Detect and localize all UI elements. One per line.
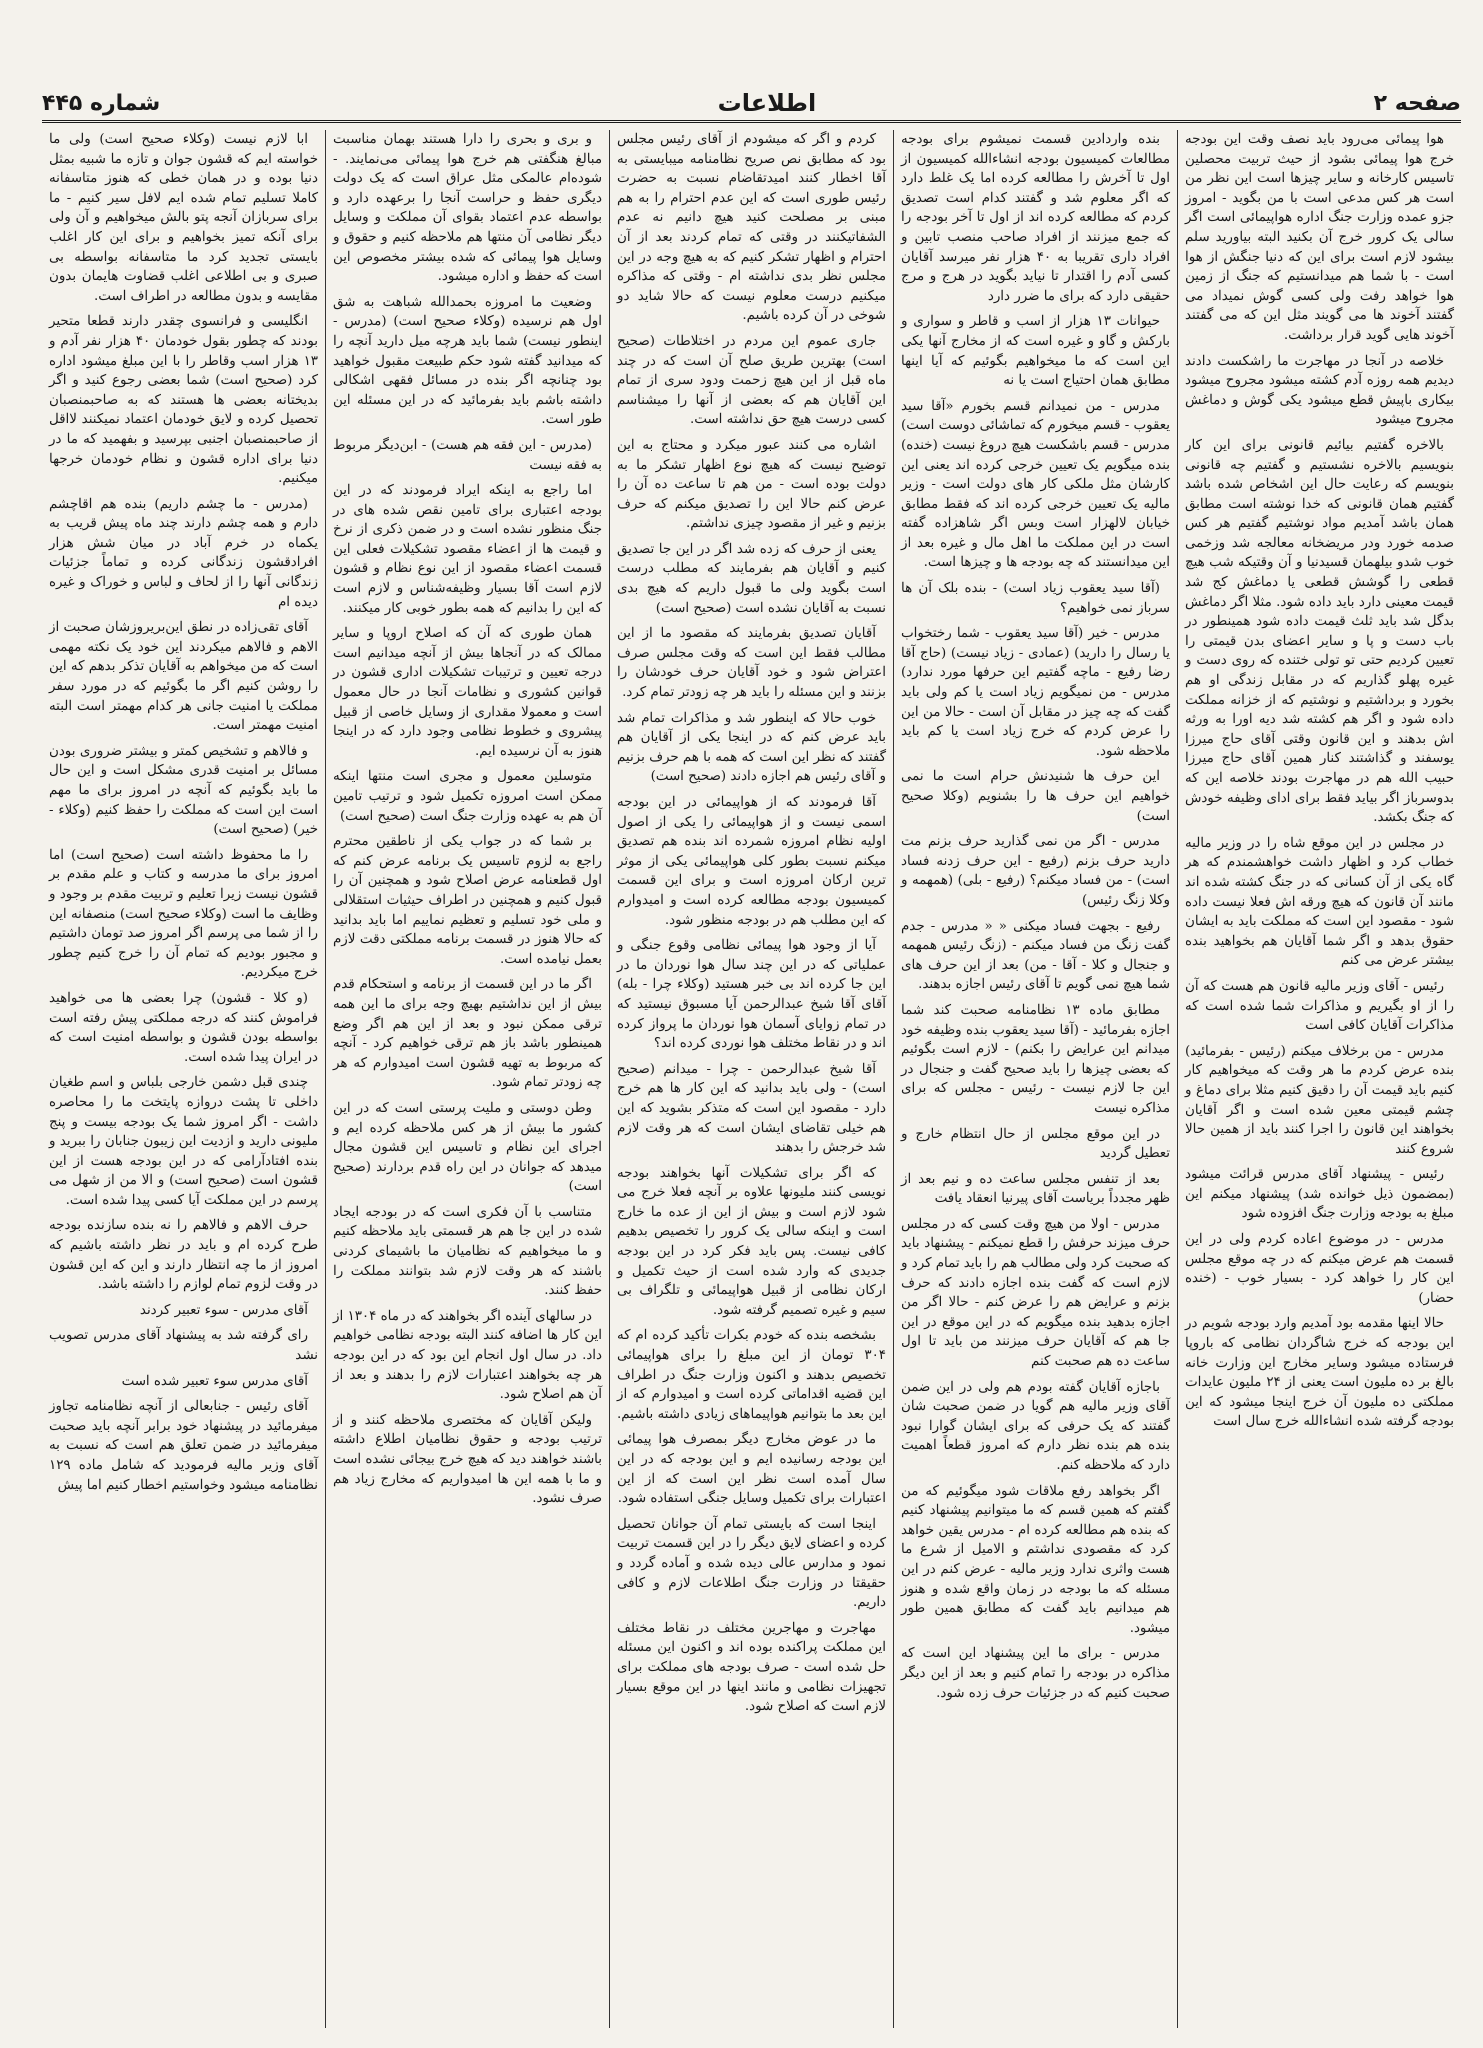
paragraph: آقای تقی‌زاده در نطق این‌بریروزشان صحبت از الاهم و فالاهم میکردند این خود یک نکته مهمی است که من میخواهم به آقایان تذکر بدهم که این را روشن کنیم اگر ما بگوئیم که در مورد سفر مملکت یا امنیت جانی هر کدام مهمتر است البته امنیت مهمتر است. (49, 620, 318, 734)
paragraph: اگر ما در این قسمت از برنامه و استحکام قدم بیش از این نداشتیم بهیچ وجه برای ما این همه ترقی ممکن نبود و بعد از این هم اگر وضع همینطور باشد باز هم ترقی خواهیم کرد - آنچه که مربوط به تهیه قشون است امیدوارم که هر چه زودتر تمام شود. (333, 977, 602, 1091)
paragraph: جاری عموم این مردم در اختلاطات (صحیح است) بهترین طریق صلح آن است که در چند ماه قبل از این هیچ زحمت ودود سری از تمام این آقایان هم که بعضی از آنها را میشناسم کسی درست هیچ حق نداشته است. (617, 333, 886, 428)
paragraph: متناسب با آن فکری است که در بودجه ایجاد شده در این جا هم هر قسمتی باید ملاحظه کنیم و ما میخواهیم که نظامیان ما باشیمای کردنی باشند که هر وقت لازم شد بتوانند مملکت را حفظ کنند. (333, 1204, 602, 1299)
paragraph: بشخصه بنده که خودم بکرات تأکید کرده ام که ۳۰۴ تومان از این مبلغ را برای هواپیمائی تخصیص بدهند و اکنون وزارت جنگ در اطراف این قضیه اقداماتی کرده است و امیدوارم که از این بعد ما بتوانیم هواپیماهای زیادی داشته باشیم. (617, 1328, 886, 1422)
paragraph: آقا شیخ عبدالرحمن - چرا - میدانم (صحیح است) - ولی باید بدانید که این کار ها هم خرج دارد - مقصود این است که متذکر بشوید که این هم خیلی تقاضای ایشان است که هر وقت لازم شد خرجش را بدهند (617, 1061, 886, 1156)
paragraph: یعنی از حرف که زده شد اگر در این جا تصدیق کنیم و آقایان هم بفرمایند که مطلب درست است بگوید ولی ما قبول داریم که هیچ بدی نسبت به آقایان نشده است (صحیح است) (617, 541, 886, 616)
paragraph: (مدرس - ما چشم داریم) بنده هم اقاچشم دارم و همه چشم دارند چند ماه پیش قریب به یکماه در خرم آباد در میان شش هزار افرادقشون زندگانی کرده و تماماً جزئیات زندگانی آنها را از لحاف و لباس و خوراک و غیره دیده ام (49, 496, 318, 610)
paragraph: مدرس - اگر من نمی گذارید حرف بزنم مت دارید حرف بزنم (رفیع - این حرف زدنه فساد است) - من فساد میکنم؟ (رفیع - بلی) (همهمه و وکلا زنگ رئیس) (901, 834, 1170, 908)
paragraph: رئیس - آقای وزیر مالیه قانون هم هست که آن را از او بگیریم و مذاکرات شما شده است که مذاکرات آقایان کافی است (1185, 978, 1454, 1034)
paragraph: ابا لازم نیست (وکلاء صحیح است) ولی ما خواسته ایم که قشون جوان و تازه ما شبیه بمثل دنیا بوده و در همان خطی که هنوز متاسفانه کاملا تسلیم تمام شده ایم لافل سیر کنیم - ما برای سربازان آنجه پتو بالش میخواهیم و آن ولی برای آنکه تمیز بخواهیم و برای این کار اغلب بایستی تجدید کرد ما متاسفانه بواسطه بی صبری و بی اطلاعی اغلب قضاوت هایمان بدون مقایسه و بدون مطالعه در اطراف است. (49, 132, 318, 304)
paragraph: حرف الاهم و فالاهم را نه بنده سازنده بودجه طرح کرده ام و باید در نظر داشته باشیم که امروز از ما چه انتظار دارند و این که این قشون در وقت لزوم تمام لوازم را داشته باشد. (49, 1218, 318, 1293)
paragraph: بعد از تنفس مجلس ساعت ده و نیم بعد از ظهر مجدداً بریاست آقای پیرنیا انعقاد یافت (901, 1171, 1170, 1207)
text-column (893, 130, 1177, 2028)
paragraph: آقای مدرس - سوء تعبیر کردند (139, 1302, 308, 1318)
paragraph: آقای مدرس سوء تعبیر شده است (121, 1373, 308, 1389)
paragraph: مدرس - خیر (آقا سید یعقوب - شما رختخواب یا رسال را دارید) (عمادی - زیاد نیست) (حاج آقا رضا رفیع - ماچه گفتیم این حرفها مورد ندارد) مدرس - من نمیگویم زیاد است یا کم ولی باید گفت که چه چیز در مقابل آن است - حالا من این را عرض کردم که خرج زیاد است یا کم باید ملاحظه شود. (901, 626, 1170, 759)
text-column (609, 130, 893, 2028)
paragraph: در سالهای آینده اگر بخواهند که در ماه ۱۳۰۴ از این کار ها اضافه کنند البته بودجه نظامی خواهیم داد. در سال اول انجام این بود که در این بودجه هر چه بخواهند اعتبارات لازم را بدهند و بعد از آن هم اصلاح شود. (333, 1308, 602, 1403)
paragraph: متوسلین معمول و مجری است منتها اینکه ممکن است امروزه تکمیل شود و ترتیب تامین آن هم به عهده وزارت جنگ است (صحیح است) (333, 769, 602, 824)
masthead (42, 86, 1461, 123)
paragraph: ما در عوض مخارج دیگر بمصرف هوا پیمائی این بودجه رسانیده ایم و این بودجه که در این سال آمده است نظر این است که از این اعتبارات برای تکمیل وسایل جنگی استفاده شود. (617, 1432, 886, 1507)
paragraph: باجازه آقایان گفته بودم هم ولی در این ضمن آقای وزیر مالیه هم گویا در ضمن صحبت شان گفتند که یک حرفی که برای ایشان گوارا نبود بنده هم بنده نظر دارم که امروز قطعاً اهمیت دارد که ملاحظه کنم. (901, 1379, 1170, 1473)
paragraph: (مدرس - این فقه هم هست) - ابن‌دیگر مربوط به فقه نیست (333, 437, 602, 473)
paragraph: را ما محفوظ داشته است (صحیح است) اما امروز برای ما مدرسه و کتاب و علم مقدم بر قشون نیست زیرا تعلیم و تربیت مقدم بر وجود و وظایف ما است (وکلاء صحیح است) منصفانه این را از شما می پرسم اگر امروز صد تومان داشتیم و مجبور بودیم که تمام آن را خرج کنیم چطور خرج میکردیم. (49, 847, 318, 981)
paragraph: مهاجرت و مهاجرین مختلف در نقاط مختلف این مملکت پراکنده بوده اند و اکنون این مسئله حل شده است - صرف بودجه های مملکت برای تجهیزات نظامی و مانند اینها در این موقع بسیار لازم است که اصلاح شود. (617, 1620, 886, 1715)
paragraph: در این موقع مجلس از حال انتظام خارج و تعطیل گردید (901, 1126, 1170, 1162)
paragraph: آیا از وجود هوا پیمائی نظامی وقوع جنگی و عملیاتی که در این چند سال هوا نوردان ما در این جا کرده اند بی خبر هستید (وکلاء چرا - بله) آقای آقا شیخ عبدالرحمن آیا مسبوق نیستید که در تمام زوایای آسمان هوا نوردان ما پرواز کرده اند و در نقاط مختلف هوا نوردی کرده اند؟ (617, 938, 886, 1052)
paragraph: مدرس - برای ما این پیشنهاد این است که مذاکره در بودجه را تمام کنیم و بعد از این دیگر صحبت کنیم که در جزئیات حرف زده شود. (901, 1646, 1170, 1701)
text-column (42, 130, 325, 2028)
paragraph: رئیس - پیشنهاد آقای مدرس قرائت میشود (بمضمون ذیل خوانده شد) پیشنهاد میکنم این مبلغ به بودجه وزارت جنگ افزوده شود (1185, 1167, 1454, 1222)
paragraph: چندی قبل دشمن خارجی بلباس و اسم طغیان داخلی تا پشت دروازه پایتخت ما را محاصره داشت - اگر امروز شما یک بودجه بیست و پنج ملیونی دارید و ازدیت این زیبون جنابان را ببرید و بنده افتادآرامی که در این بودجه هست از این قشون است (صحیح است) و الا من از شهل می پرسم در این مملکت آیا کسی پیدا شده است. (49, 1075, 318, 1208)
paragraph: مدرس - من نمیدانم قسم بخورم «آقا سید یعقوب - قسم میخورم که تماشائی دوست است) مدرس - قسم باشکست هیچ دروغ نیست (خنده) بنده میگویم یک تعیین خرجی کرده اند یعنی این کارشان مثل ملکی کار های دولت است - وزیر مالیه یک تعیین خرجی کرده اند که فقط مطابق خیابان لالهزار است وبس اگر شاهزاده گفته است در این مملکت ما اهل مال و غیره بعد از این میدانستند که چه بودجه ها و چیزها است. (901, 398, 1170, 571)
paragraph: همان طوری که آن که اصلاح اروپا و سایر ممالک که در آنجاها بیش از آنچه میدانیم است درجه تعیین و ترتیبات تشکیلات اداری قشون در قوانین کشوری و نظامات آنجا در حال معمول است و معمولا مقداری از وسایل خاصی از قبیل پیشروی و خطوط نظامی وجود دارد که در اینجا هنوز به آن نرسیده ایم. (333, 626, 602, 759)
text-column (1177, 130, 1461, 2028)
paragraph: در مجلس در این موقع شاه را در وزیر مالیه خطاب کرد و اظهار داشت خواهشمندم که هر گاه یکی از آن کسانی که در جنگ کشته شده اند مانند آن قانون که هیچ ورقه اش فعلا نیست داده شود - مقصود این است که مملکت باید به ایشان حقوق بدهد و اگر شما آقایان هم بخواهید بنده بیشتر عرض می کنم (1185, 835, 1454, 969)
paragraph: کردم و اگر که میشودم از آقای رئیس مجلس بود که مطابق نص صریح نظامنامه میبایستی به آقا اخطار کنند امیدتقاضام نسبت به حضرت رئیس طوری است که این عدم احترام را به هم مبنی بر مصلحت کنید هیچ دانیم نه عدم الشفاتیکنند در وقتی که تمام کردند بعد از آن احترام و اظهار تشکر کنیم که به هیچ وجه در این مجلس نظر بدی نداشته ام - وقتی که مذاکره میکنیم درست معلوم نیست که حالا شاید دو شوخی در آن کرده باشیم. (617, 132, 886, 324)
paragraph: آقای رئیس - جنابعالی از آنچه نظامنامه تجاوز میفرمائید در پیشنهاد خود برابر آنچه باید صحبت میفرمائید در ضمن تعلق هم است که نسبت به آقای وزیر مالیه فرمودید که شامل ماده ۱۲۹ نظامنامه میشود وخواستیم اخطار کنیم اما پیش (49, 1399, 318, 1493)
paragraph: مدرس - در موضوع اعاده کردم ولی در این قسمت هم عرض میکنم که در چه موقع مجلس این کار را خواهد کرد - بسیار خوب - (خنده حضار) (1185, 1232, 1454, 1306)
paragraph: (آقا سید یعقوب زیاد است) - بنده بلک آن ها سرباز نمی خواهیم؟ (901, 581, 1170, 616)
paragraph: مدرس - من برخلاف میکنم (رئیس - بفرمائید) بنده عرض کردم ما هر وقت که میخواهیم کار کنیم باید قیمت آن را دقیق کنیم مثلا برای دماغ و چشم قیمتی معین شده است و اگر آقایان بخواهند این قانون را اجرا کنند باید از همین حالا شروع کنند (1185, 1043, 1454, 1157)
paragraph: بر شما که در جواب یکی از ناطقین محترم راجع به لزوم تاسیس یک برنامه عرض کنم که اول قطعنامه عرض اصلاح شود و همچنین آن را قبول کنیم و همچنین در اطراف حیثیات استقلالی و ملی خود تسلیم و تعظیم نماییم اما باید بدانید که حالا هنوز در قسمت برنامه مملکتی دقت لازم بعمل نیامده است. (333, 834, 602, 967)
paragraph: خوب حالا که اینطور شد و مذاکرات تمام شد باید عرض کنم که در اینجا یکی از آقایان هم گفتند که نظر این است که همه با هم حرف بزنیم و آقای رئیس هم اجازه دادند (صحیح است) (617, 710, 886, 785)
paragraph: وضعیت ما امروزه بحمدالله شباهت به شق اول هم نرسیده (وکلاء صحیح است) (مدرس - اینطور نیست) شما باید هرچه میل دارید آنچه را که میدانید گفته شود حکم طبیعت مقبول خواهید بود چنانچه اگر بنده در مسائل فقهی اشکالی داشته باشم باید بفرمائید که در این مسئله این طور است. (333, 294, 602, 428)
paragraph: و فالاهم و تشخیص کمتر و بیشتر ضروری بودن مسائل بر امنیت قدری مشکل است و این حال ما باید بگوئیم که آنچه در امروز برای ما مهم است این است که مملکت را حفظ کنیم (وکلاء - خیر) (صحیح است) (49, 743, 318, 838)
text-column (325, 130, 609, 2028)
paragraph: رای گرفته شد به پیشنهاد آقای مدرس تصویب نشد (49, 1328, 318, 1364)
paragraph: (و کلا - قشون) چرا بعضی ها می خواهید فراموش کنند که درجه مملکتی پیش رفته است بواسطه بودن قشون و بواسطه امنیت است که در ایران پیدا شده است. (49, 990, 318, 1065)
paragraph: هوا پیمائی می‌رود باید نصف وقت این بودجه خرج هوا پیمائی بشود از حیث تربیت محصلین تاسیس کارخانه و سایر چیزها است این نظر من است هر کس مدعی است با من بگوید - امروز جزو عمده وزارت جنگ اداره هواپیمائی است اگر سالی یک کرور خرج آن بکنید البته بیاورید سلم بیشود لازم است برای این که دنیا جنگش از هوا است - با شما هم میدانستیم که جنگ از زمین هوا خواهد رفت ولی کسی گوش نمیداد می گفتند آخوند ها می گویند مثل این که می گفتند آخوند هایی گوید قرار برداشت. (1185, 132, 1454, 343)
paragraph: که اگر برای تشکیلات آنها بخواهند بودجه نویسی کنند ملیونها علاوه بر آنچه فعلا خرج می شود لازم است و بیش از این از عده ما خارج است و اینکه سالی یک کرور را تخصیص بدهیم کافی نیست. پس باید فکر کرد در این بودجه جدیدی که وارد شده است از حیث تکمیل و ارکان نظامی از قبیل هواپیمائی و تلگراف بی سیم و غیره تصمیم گرفته شود. (617, 1165, 886, 1318)
page-label: صفحه ۲ (1373, 90, 1461, 116)
paragraph: آقا فرمودند که از هواپیمائی در این بودجه اسمی نیست و از هواپیمائی را یکی از اصول اولیه نظام امروزه شمرده اند بنده هم تصدیق میکنم نسبت بطور کلی هواپیمائی یکی از موثر ترین ارکان امروزه است و برای این قسمت کمیسیون بودجه مطالعه کرده است و امیدوارم که این مطلب هم در بودجه منظور شود. (617, 795, 886, 928)
paper-name: اطلاعات (717, 89, 817, 117)
paragraph: وطن دوستی و ملیت پرستی است که در این کشور ما بیش از هر کس ملاحظه کرده ایم و اجرای این نظام و تاسیس این قشون مجال میدهد که جوانان در این راه قدم بردارند (صحیح است) (333, 1100, 602, 1195)
paragraph: مطابق ماده ۱۳ نظامنامه صحبت کند شما اجازه بفرمائید - (آقا سید یعقوب بنده وظیفه خود میدانم این عرایض را بکنم) - لازم است بگوئیم که بعضی چیزها را باید صحیح گفت و جنجال در این جا لازم نیست - رئیس - مجلس که برای مذاکره نیست (901, 1002, 1170, 1116)
paragraph: بنده واردادین قسمت نمیشوم برای بودجه مطالعات کمیسیون بودجه انشاءالله کمیسیون از اول تا آخرش را مطالعه کرده اما یک غلط دارد که اگر معلوم شد و گفتند کدام است تصدیق کردم که مطالعه کرده اند از اول تا آخر بودجه را که جمع میزنند از افراد صاحب منصب تابین و افراد داری تقریبا به ۴۰ هزار نفر میرسد آقایان کسی آدم را اقتدار تا نیاید بگوید در هرج و مرج حقیقی دارد که برای ما ضرر دارد (901, 132, 1171, 304)
paragraph: خلاصه در آنجا در مهاجرت ما راشکست دادند دیدیم همه روزه آدم کشته میشود مجروح میشود بیکاری باپیش قطع میشود یکی گوش و دماغش مجروح میشود (1185, 353, 1454, 428)
paragraph: اینجا است که بایستی تمام آن جوانان تحصیل کرده و اعضای لایق دیگر را در این قسمت تربیت نمود و مدارس عالی دیده شده و آماده گردد و حقیقتا در وزارت جنگ اطلاعات لازم و کافی داریم. (617, 1516, 886, 1611)
paragraph: اشاره می کنند عبور میکرد و محتاج به این توضیح نیست که هیچ نوع اظهار تشکر ما به دولت بوده است - من هم تا ساعت ده آن را عرض کنم حالا این را تصدیق میکنم که حرف بزنیم و غیر از مقصود چیزی نداشتم. (617, 437, 886, 532)
paragraph: مدرس - اولا من هیچ وقت کسی که در مجلس حرف میزند حرفش را قطع نمیکنم - پیشنهاد باید که صحبت کرد ولی مطالب هم را باید تمام کرد و لازم است که گفت بنده اجازه دادند که حرف بزنم و عرایض هم را عرض کنم - حالا اگر من اجازه بدهید بنده میگویم که در این موقع در این جا هم که آقایان حرف میزنند من باید تا اول ساعت ده هم صحبت کنم (901, 1216, 1170, 1370)
paragraph: ولیکن آقایان که مختصری ملاحظه کنند و از ترتیب بودجه و حقوق نظامیان اطلاع داشته باشند خواهند دید که هیچ خرج بیجائی نشده است و ما با همه این ها امیدواریم که مخارج زیاد هم صرف نشود. (333, 1412, 602, 1507)
paragraph: اگر بخواهد رفع ملاقات شود میگوئیم که من گفتم که همین قسم که ما میتوانیم پیشنهاد کنیم که بنده هم مطالعه کرده ام - مدرس یقین خواهد کرد که مقصودی نداشتم و الامیل از شرع ما هست واثری ندارد وزیر مالیه - عرض کنم در این مسئله که ما بودجه در زمان واقع شده و هنوز هم میدانیم باید گفت که مطابق همین طور میشود. (901, 1483, 1170, 1636)
paragraph: آقایان تصدیق بفرمایند که مقصود ما از این مطالب فقط این است که وقت مجلس صرف اعتراض شود و خود آقایان حرف خودشان را بزنند و این مسئله را باید هر چه زودتر تمام کرد. (617, 626, 886, 701)
paragraph: انگلیسی و فرانسوی چقدر دارند قطعا متحیر بودند که چطور بقول خودمان ۴۰ هزار نفر آدم و ۱۳ هزار اسب وقاطر را با این مبلغ میشود اداره کرد (صحیح است) شما بعضی رجوع کنید و اگر بدیختانه بعضی ها هستند که به صاحبمنصبان تحصیل کرده و لایق خودمان اعتماد نمیکنند لااقل از صاحبمنصبان اجنبی بپرسید و بفهمید که ما در دنیا برای اداره قشون و نظام خودمان خرجها میکنیم. (49, 314, 318, 487)
issue-label: شماره ۴۴۵ (42, 90, 161, 116)
paragraph: بالاخره گفتیم بیائیم قانونی برای این کار بنویسیم بالاخره نشستیم و گفتیم چه قانونی بنویسم که رعایت حال این اشخاص شده باشد گفتیم همان قانونی که خدا نوشته است مطابق همان باشد آمدیم مواد نوشتیم گفتیم هر کس صدمه خورد ودر مریضخانه معالجه شد وزخمی خوب شدو بیلهمان قسیدنیا و آن وقتیکه شب هیچ قطعی را گوشش قطعی یا دماغش کج شد قیمت معینی دارد باید داده شود. مثلا اگر دماغش بدگل شد باید ثلث قیمت داده شود همینطور در باب دست و پا و سایر اعضای بدن قیمتی را تعیین کردیم حتی تو تولی ختنده که روی دست و غیره پهلو گذاریم که در مقابل زندگی او هم بخورد و برداشتیم و نوشتیم که از خزانه مملکت داده شود و اگر هم کشته شد دیه اورا به ورثه اش بدهند و این قانون وقتی آقای حاج میرزا یوسفند و گذاشتند کنار همین آقای حاج میرزا حبیب الله هم در مهاجرت بودند خلاصه این که بدوسرباز اگر بیاید فقط برای ادای وظیفه خودش که جنگ بکشد. (1185, 437, 1454, 826)
paragraph: اما راجع به اینکه ایراد فرمودند که در این بودجه اعتباری برای تامین نقص شده های در جنگ منظور نشده است و در ضمن ذکری از نرخ و قیمت ها از اعضاء مقصود تشکیلات فعلی این قسمت اعضاء مقصود از این نوع نظام و قشون لازم است آقا بسیار وظیفه‌شناس و لازم است که این را بدانیم که همه بطور خوبی کار میکنند. (333, 483, 602, 616)
paragraph: این حرف ها شنیدنش حرام است ما نمی خواهیم این حرف ها را بشنویم (وکلا صحیح است) (901, 769, 1170, 824)
paragraph: رفیع - بجهت فساد میکنی « « مدرس - جدم گفت زنگ من فساد میکنم - (زنگ رئیس همهمه و جنجال و کلا - آقا - من) بعد از این حرف های شما هیچ نمی گویم تا آقای رئیس اجازه بدهند. (901, 918, 1170, 993)
paragraph: حالا اینها مقدمه بود آمدیم وارد بودجه شویم در این بودجه که خرج شاگردان نظامی که باروپا فرستاده میشود وسایر مخارج این وزارت خانه بالغ بر ده ملیون است یعنی از ۲۴ ملیون عایدات مملکتی ده ملیون آن خرج اینجا میشود که این بودجه گرفته شده انشاءالله خرج سال است (1185, 1316, 1454, 1430)
paragraph: و بری و بحری را دارا هستند بهمان مناسبت مبالغ هنگفتی هم خرج هوا پیمائی می‌نمایند. - شوده‌ام عالمکی مثل عراق است که یک دولت دیگری حفظ و حراست آنجا را برعهده دارد و بواسطه عدم اعتماد بقوای آن مملکت و وسایل دیگر نظامی آن منتها هم ملاحظه کنیم و حقوق و وسایل هوا پیمائی که شده بیشتر مخصوص این است که حفظ و اداره میشود. (333, 132, 602, 285)
paragraph: حیوانات ۱۳ هزار از اسب و قاطر و سواری و بارکش و گاو و غیره است که از مخارج آنها یکی این است که ما میخواهیم بگوئیم که آیا اینها مطابق همان احتیاج است یا نه (901, 314, 1170, 389)
article-columns (42, 130, 1461, 2028)
